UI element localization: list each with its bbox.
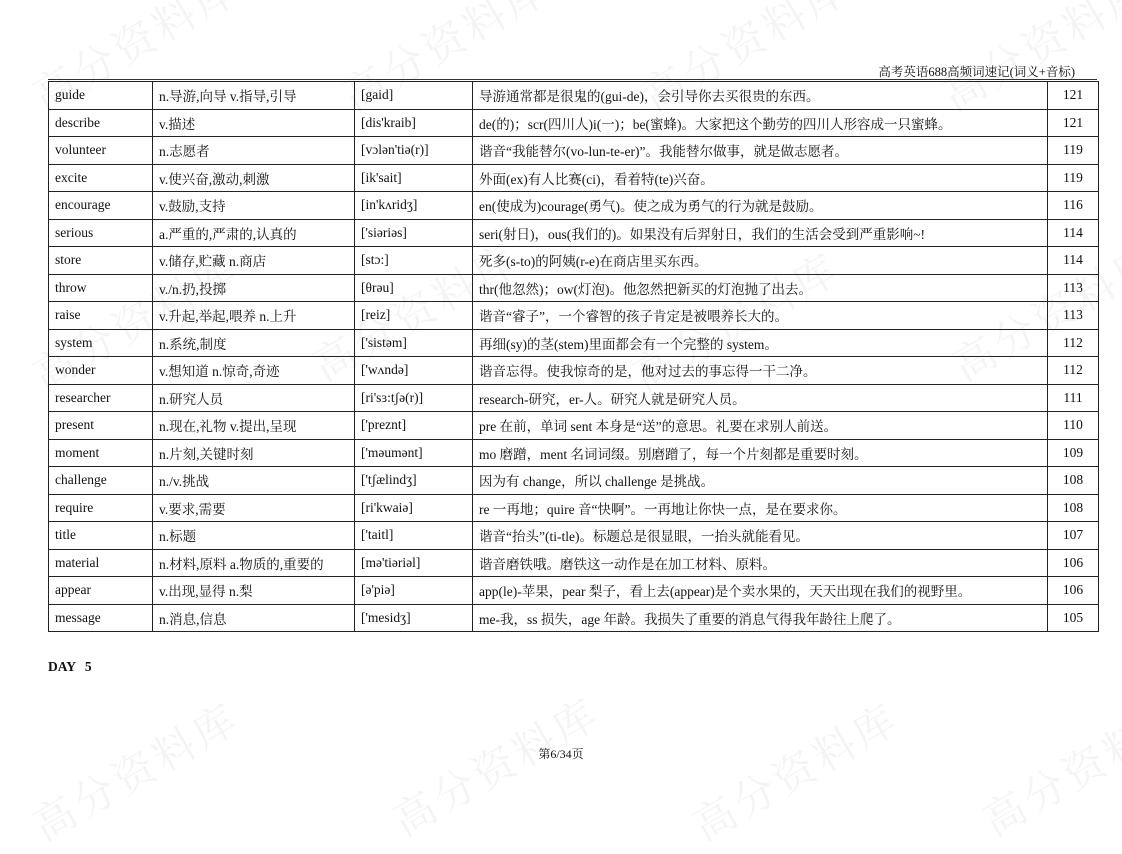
frequency-cell: 105 <box>1048 604 1099 632</box>
table-row <box>49 274 1099 302</box>
table-row <box>49 549 1099 577</box>
mnemonic-cell: re 一再地；quire 音“快啊”。一再地让你快一点，是在要求你。 <box>473 494 1048 522</box>
frequency-cell: 109 <box>1048 439 1099 467</box>
mnemonic-cell: 外面(ex)有人比赛(ci)，看着特(te)兴奋。 <box>473 164 1048 192</box>
mnemonic-cell: thr(他忽然)；ow(灯泡)。他忽然把新买的灯泡抛了出去。 <box>473 274 1048 302</box>
meaning-cell: n.系统,制度 <box>153 329 355 357</box>
mnemonic-cell: 死多(s-to)的阿姨(r-e)在商店里买东西。 <box>473 247 1048 275</box>
frequency-cell: 112 <box>1048 357 1099 385</box>
phonetic-cell: [reiz] <box>355 302 473 330</box>
meaning-cell: n.标题 <box>153 522 355 550</box>
page-number: 第6/34页 <box>538 747 584 761</box>
frequency-cell: 113 <box>1048 302 1099 330</box>
word-cell: serious <box>49 219 153 247</box>
frequency-cell: 108 <box>1048 494 1099 522</box>
table-row <box>49 384 1099 412</box>
word-cell: throw <box>49 274 153 302</box>
watermark-text <box>970 682 1122 849</box>
vocabulary-table <box>48 81 1099 632</box>
frequency-cell: 119 <box>1048 137 1099 165</box>
phonetic-cell: ['mesidʒ] <box>355 604 473 632</box>
mnemonic-cell: pre 在前，单词 sent 本身是“送”的意思。礼要在求别人前送。 <box>473 412 1048 440</box>
phonetic-cell: [ri'sɜ:tʃə(r)] <box>355 384 473 412</box>
frequency-cell: 107 <box>1048 522 1099 550</box>
word-cell: store <box>49 247 153 275</box>
frequency-cell: 111 <box>1048 384 1099 412</box>
frequency-cell: 114 <box>1048 219 1099 247</box>
phonetic-cell: [ik'sait] <box>355 164 473 192</box>
word-cell: guide <box>49 82 153 110</box>
phonetic-cell: ['taitl] <box>355 522 473 550</box>
meaning-cell: n.片刻,关键时刻 <box>153 439 355 467</box>
meaning-cell: n.导游,向导 v.指导,引导 <box>153 82 355 110</box>
word-cell: message <box>49 604 153 632</box>
mnemonic-cell: en(使成为)courage(勇气)。使之成为勇气的行为就是鼓励。 <box>473 192 1048 220</box>
frequency-cell: 110 <box>1048 412 1099 440</box>
table-row <box>49 302 1099 330</box>
meaning-cell: n.材料,原料 a.物质的,重要的 <box>153 549 355 577</box>
table-row <box>49 357 1099 385</box>
mnemonic-cell: 谐音“我能替尔(vo-lun-te-er)”。我能替尔做事，就是做志愿者。 <box>473 137 1048 165</box>
mnemonic-cell: 因为有 change，所以 challenge 是挑战。 <box>473 467 1048 495</box>
frequency-cell: 108 <box>1048 467 1099 495</box>
phonetic-cell: ['tʃælindʒ] <box>355 467 473 495</box>
word-cell: wonder <box>49 357 153 385</box>
table-row <box>49 192 1099 220</box>
phonetic-cell: [gaid] <box>355 82 473 110</box>
phonetic-cell: ['sistəm] <box>355 329 473 357</box>
word-cell: excite <box>49 164 153 192</box>
word-cell: material <box>49 549 153 577</box>
table-row <box>49 604 1099 632</box>
mnemonic-cell: app(le)-苹果，pear 梨子，看上去(appear)是个卖水果的，天天出现在我们的视野里。 <box>473 577 1048 605</box>
meaning-cell: v.储存,贮藏 n.商店 <box>153 247 355 275</box>
meaning-cell: v.升起,举起,喂养 n.上升 <box>153 302 355 330</box>
word-cell: challenge <box>49 467 153 495</box>
meaning-cell: n./v.挑战 <box>153 467 355 495</box>
mnemonic-cell: 再细(sy)的茎(stem)里面都会有一个完整的 system。 <box>473 329 1048 357</box>
phonetic-cell: [mə'tiəriəl] <box>355 549 473 577</box>
frequency-cell: 121 <box>1048 109 1099 137</box>
mnemonic-cell: seri(射日)，ous(我们的)。如果没有后羿射日，我们的生活会受到严重影响~! <box>473 219 1048 247</box>
frequency-cell: 114 <box>1048 247 1099 275</box>
frequency-cell: 112 <box>1048 329 1099 357</box>
watermark-text <box>20 687 249 854</box>
phonetic-cell: [in'kʌridʒ] <box>355 192 473 220</box>
phonetic-cell: ['wʌndə] <box>355 357 473 385</box>
table-row <box>49 577 1099 605</box>
header-rule <box>48 79 1097 80</box>
meaning-cell: n.现在,礼物 v.提出,呈现 <box>153 412 355 440</box>
table-row <box>49 494 1099 522</box>
meaning-cell: v.使兴奋,激动,刺激 <box>153 164 355 192</box>
phonetic-cell: ['məumənt] <box>355 439 473 467</box>
table-row <box>49 82 1099 110</box>
phonetic-cell: [ri'kwaiə] <box>355 494 473 522</box>
meaning-cell: n.志愿者 <box>153 137 355 165</box>
mnemonic-cell: de(的)；scr(四川人)i(一)；be(蜜蜂)。大家把这个勤劳的四川人形容成一只蜜蜂。 <box>473 109 1048 137</box>
phonetic-cell: ['preznt] <box>355 412 473 440</box>
table-row <box>49 329 1099 357</box>
table-row <box>49 164 1099 192</box>
mnemonic-cell: 谐音“睿子”，一个睿智的孩子肯定是被喂养长大的。 <box>473 302 1048 330</box>
word-cell: system <box>49 329 153 357</box>
day-heading: DAY 5 <box>48 659 92 674</box>
mnemonic-cell: 导游通常都是很鬼的(gui-de)，会引导你去买很贵的东西。 <box>473 82 1048 110</box>
mnemonic-cell: 谐音忘得。使我惊奇的是，他对过去的事忘得一干二净。 <box>473 357 1048 385</box>
table-row <box>49 219 1099 247</box>
meaning-cell: v.描述 <box>153 109 355 137</box>
phonetic-cell: [ə'piə] <box>355 577 473 605</box>
mnemonic-cell: me-我，ss 损失，age 年龄。我损失了重要的消息气得我年龄往上爬了。 <box>473 604 1048 632</box>
word-cell: researcher <box>49 384 153 412</box>
phonetic-cell: ['siəriəs] <box>355 219 473 247</box>
document-header-title: 高考英语688高频词速记(词义+音标) <box>878 65 1075 79</box>
word-cell: encourage <box>49 192 153 220</box>
word-cell: raise <box>49 302 153 330</box>
meaning-cell: v.想知道 n.惊奇,奇迹 <box>153 357 355 385</box>
word-cell: title <box>49 522 153 550</box>
phonetic-cell: [θrəu] <box>355 274 473 302</box>
phonetic-cell: [vɔlən'tiə(r)] <box>355 137 473 165</box>
meaning-cell: a.严重的,严肃的,认真的 <box>153 219 355 247</box>
phonetic-cell: [stɔ:] <box>355 247 473 275</box>
table-row <box>49 522 1099 550</box>
watermark-text <box>680 687 909 854</box>
meaning-cell: v.鼓励,支持 <box>153 192 355 220</box>
watermark-text <box>380 682 609 849</box>
frequency-cell: 119 <box>1048 164 1099 192</box>
meaning-cell: v.要求,需要 <box>153 494 355 522</box>
mnemonic-cell: 谐音磨铁哦。磨铁这一动作是在加工材料、原料。 <box>473 549 1048 577</box>
frequency-cell: 106 <box>1048 549 1099 577</box>
table-row <box>49 247 1099 275</box>
mnemonic-cell: mo 磨蹭，ment 名词词缀。别磨蹭了，每一个片刻都是重要时刻。 <box>473 439 1048 467</box>
word-cell: require <box>49 494 153 522</box>
meaning-cell: n.消息,信息 <box>153 604 355 632</box>
word-cell: volunteer <box>49 137 153 165</box>
meaning-cell: v.出现,显得 n.梨 <box>153 577 355 605</box>
frequency-cell: 106 <box>1048 577 1099 605</box>
mnemonic-cell: research-研究，er-人。研究人就是研究人员。 <box>473 384 1048 412</box>
table-row <box>49 467 1099 495</box>
word-cell: present <box>49 412 153 440</box>
meaning-cell: v./n.扔,投掷 <box>153 274 355 302</box>
frequency-cell: 121 <box>1048 82 1099 110</box>
word-cell: describe <box>49 109 153 137</box>
table-row <box>49 439 1099 467</box>
table-row <box>49 412 1099 440</box>
meaning-cell: n.研究人员 <box>153 384 355 412</box>
mnemonic-cell: 谐音“抬头”(ti-tle)。标题总是很显眼，一抬头就能看见。 <box>473 522 1048 550</box>
word-cell: moment <box>49 439 153 467</box>
table-row <box>49 109 1099 137</box>
frequency-cell: 116 <box>1048 192 1099 220</box>
table-row <box>49 137 1099 165</box>
word-cell: appear <box>49 577 153 605</box>
frequency-cell: 113 <box>1048 274 1099 302</box>
phonetic-cell: [dis'kraib] <box>355 109 473 137</box>
